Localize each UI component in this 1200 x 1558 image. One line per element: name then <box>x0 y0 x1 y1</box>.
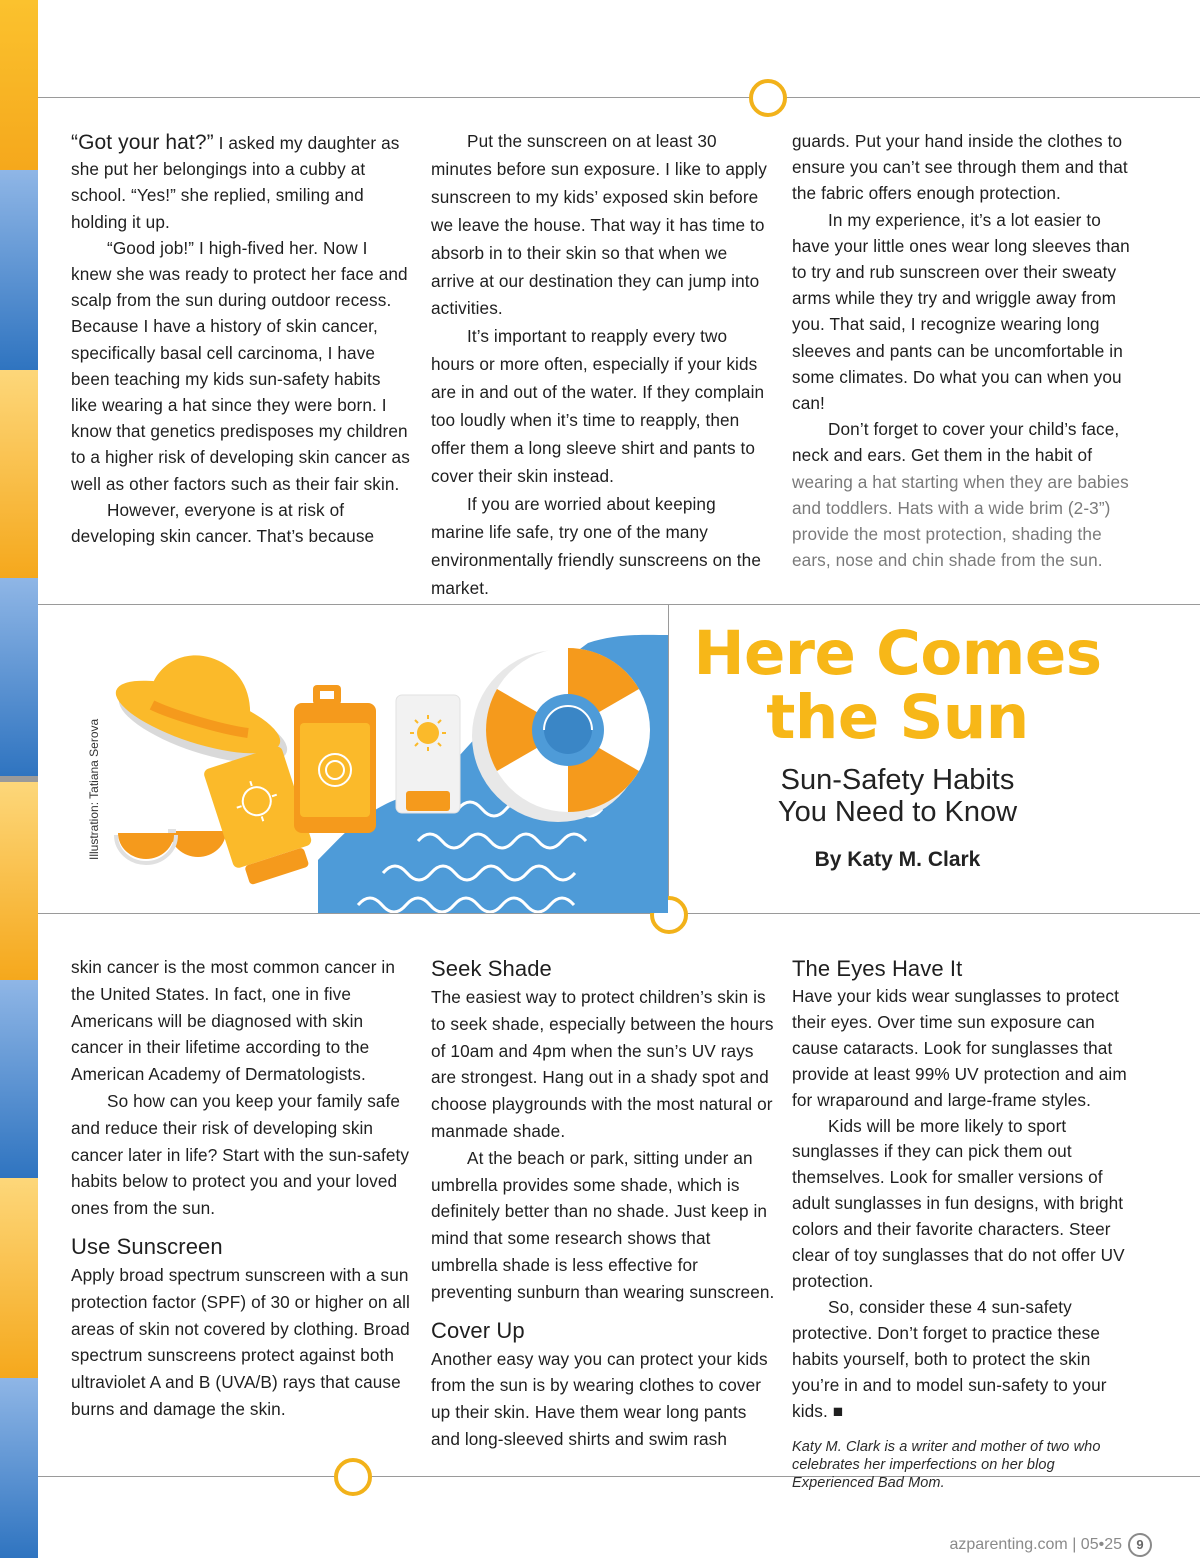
article-title <box>675 618 1120 753</box>
paragraph: guards. Put your hand inside the clothes to ensure you can’t see through them and that the fabric offers enough protection. <box>792 131 1128 204</box>
byline: By Katy M. Clark <box>814 848 981 871</box>
article-subtitle <box>675 764 1120 828</box>
page-number: 9 <box>1128 1533 1152 1557</box>
column-2-bottom <box>431 954 775 1453</box>
lead-quote: “Got your hat?” <box>71 131 214 154</box>
column-2-top <box>431 128 771 602</box>
title-line-1: Here Comes <box>693 618 1102 689</box>
subtitle-line-1: Sun-Safety Habits <box>780 764 1015 796</box>
decorative-circle-top <box>749 79 787 117</box>
paragraph-part: Don’t forget to cover your child’s face, neck and ears. Get them in the habit of <box>792 419 1120 466</box>
sunglasses <box>116 831 226 863</box>
column-1-bottom <box>71 954 411 1423</box>
column-3-top <box>792 128 1136 573</box>
paragraph: skin cancer is the most common cancer in the United States. In fact, one in five Americans will be diagnosed with skin cancer in their lifetime according to the American Academy of Dermatologists. <box>71 957 395 1085</box>
banner-divider <box>668 604 669 913</box>
paragraph: Have your kids wear sunglasses to protect their eyes. Over time sun exposure can cause cataracts. Look for sunglasses that provide at least 99% UV protection and aim for wraparound and large-frame styles. <box>792 986 1127 1110</box>
lead-text: I asked my daughter as she put her belongings into a cubby at school. “Yes!” she replied, smiling and holding it up. <box>71 133 400 232</box>
paragraph: Kids will be more likely to sport sunglasses if they can pick them out themselves. Look for smaller versions of adult sunglasses in fun designs, with bright colors and their favorite characters. Steer clear of toy sunglasses that do not offer UV protection. <box>792 1115 1125 1291</box>
column-3-bottom <box>792 954 1136 1492</box>
title-line-2: the Sun <box>766 682 1029 753</box>
paragraph: In my experience, it’s a lot easier to have your little ones wear long sleeves than to try and rub sunscreen over their sweaty arms while they try and wriggle away from you. That said, I recognize wearing long sleeves and pants can be uncomfortable in some climates. Do what you can when you can! <box>792 209 1130 414</box>
article-headline-block <box>675 618 1120 872</box>
paragraph: Apply broad spectrum sunscreen with a sun protection factor (SPF) of 30 or higher on all areas of skin not covered by clothing. Broad spectrum sunscreens protect against both ultraviolet A and B (UVA/B) rays that cause burns and damage the skin. <box>71 1264 410 1419</box>
paragraph: Put the sunscreen on at least 30 minutes before sun exposure. I like to apply sunscreen to my kids’ exposed skin before we leave the house. That way it has time to absorb in to their skin so that when we arrive at our destination they can jump into activities. <box>431 131 767 319</box>
illustration-credit <box>85 702 105 862</box>
banner-bottom-rule <box>38 913 1200 914</box>
paragraph: However, everyone is at risk of developing skin cancer. That’s because <box>71 499 375 547</box>
sun-safety-illustration <box>108 605 668 913</box>
paragraph: At the beach or park, sitting under an umbrella provides some shade, which is definitely better than no shade. Just keep in mind that some research shows that umbrella shade is less effective for preventing sunburn than wearing sunscreen. <box>431 1147 775 1302</box>
credit-text: Illustration: Tatiana Serova <box>87 718 101 860</box>
paragraph: Another easy way you can protect your kids from the sun is by wearing clothes to cover up their skin. Have them wear long pants and long-sleeved shirts and swim rash <box>431 1348 768 1449</box>
section-heading-cover-up: Cover Up <box>431 1317 525 1343</box>
page-footer <box>949 1533 1152 1557</box>
section-heading-eyes-have-it: The Eyes Have It <box>792 956 963 981</box>
faded-paragraph-part: wearing a hat starting when they are babies and toddlers. Hats with a wide brim (2-3”) provide the most protection, shading the ears, nose and chin shade from the sun. <box>792 471 1129 571</box>
paragraph: If you are worried about keeping marine life safe, try one of the many environmentally friendly sunscreens on the market. <box>431 493 761 598</box>
subtitle-line-2: You Need to Know <box>777 796 1018 828</box>
paragraph: So how can you keep your family safe and reduce their risk of developing skin cancer later in life? Start with the sun-safety habits below to protect you and your loved ones from the sun. <box>71 1090 410 1219</box>
section-heading-use-sunscreen: Use Sunscreen <box>71 1233 223 1259</box>
column-1-top <box>71 130 411 549</box>
author-bio: Katy M. Clark is a writer and mother of two who celebrates her imperfections on her blog Experienced Bad Mom. <box>792 1439 1101 1492</box>
decorative-circle-bottom <box>334 1458 372 1496</box>
sunscreen-bottle <box>294 685 376 833</box>
top-rule <box>38 97 1200 98</box>
paragraph: It’s important to reapply every two hours or more often, especially if your kids are in and out of the water. If they complain too loudly when it’s time to reapply, then offer them a long sleeve shirt and pants to cover their skin instead. <box>431 326 765 486</box>
paragraph: So, consider these 4 sun-safety protective. Don’t forget to practice these habits yourself, both to protect the skin you’re in and to model sun-safety to your kids. ■ <box>792 1296 1107 1421</box>
white-sunscreen-tube <box>396 695 460 813</box>
section-heading-seek-shade: Seek Shade <box>431 956 552 981</box>
edge-color-strip <box>0 0 38 1558</box>
paragraph: “Good job!” I high-fived her. Now I knew she was ready to protect her face and scalp from the sun during outdoor recess. Because I have a history of skin cancer, specifically basal cell carcinoma, I have been teaching my kids sun-safety habits like wearing a hat since they were born. I know that genetics predisposes my children to a higher risk of developing skin cancer as well as other factors such as their fair skin. <box>71 237 410 494</box>
footer-site: azparenting.com | 05•25 <box>949 1536 1122 1553</box>
paragraph: The easiest way to protect children’s skin is to seek shade, especially between the hours of 10am and 4pm when the sun’s UV rays are strongest. Hang out in a shady spot and choose playgrounds with the most natural or manmade shade. <box>431 987 774 1141</box>
